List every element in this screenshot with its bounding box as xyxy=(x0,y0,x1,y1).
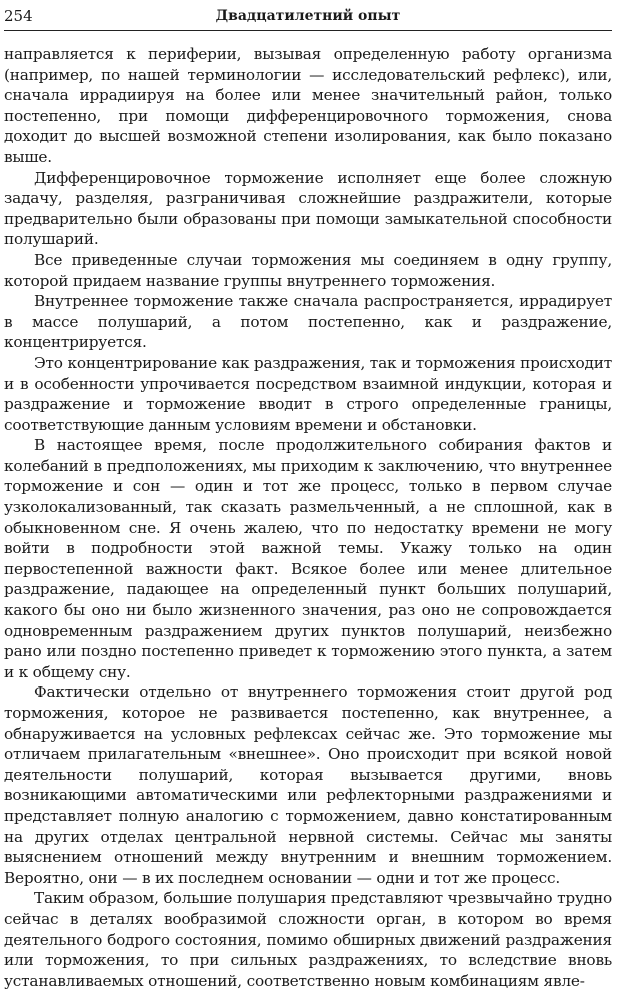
body-text xyxy=(4,44,612,991)
paragraph: Все приведенные случаи торможения мы соединяем в одну группу, которой придаем название группы внутреннего торможения. xyxy=(4,250,612,290)
paragraph: Дифференцировочное торможение исполняет еще более сложную задачу, разделяя, разграничивая сложнейшие раздражители, которые предварительно были образованы при помощи замыкательной способности полушарий. xyxy=(4,168,612,249)
paragraph: Внутреннее торможение также сначала распространяется, иррадирует в массе полушарий, а потом постепенно, как и раздражение, концентрируется. xyxy=(4,292,612,352)
paragraph: Таким образом, большие полушария представляют чрезвычайно трудно сейчас в деталях вообразимой сложности орган, в котором во время деятельного бодрого состояния, помимо обширных движений раздражения или торможения, то при сильных раздражениях, то вследствие вновь устанавливаемых отношений, соответственно новым комбинациям явле- xyxy=(4,889,612,990)
paragraph: Это концентрирование как раздражения, так и торможения происходит и в особенности упрочивается посредством взаимной индукции, которая и раздражение и торможение вводит в строго определенные границы, соответствующие данным условиям времени и обстановки. xyxy=(4,353,612,434)
running-title: Двадцатилетний опыт xyxy=(215,8,401,24)
header-rule xyxy=(4,30,612,31)
paragraph: направляется к периферии, вызывая определенную работу организма (например, по нашей терминологии — исследовательский рефлекс), или, сначала иррадиируя на более или менее значительный район, только постепенно, при помощи дифференцировочного торможения, снова доходит до высшей возможной степени изолирования, как было показано выше. xyxy=(4,45,612,166)
paragraph: В настоящее время, после продолжительного собирания фактов и колебаний в предположениях, мы приходим к заключению, что внутреннее торможение и сон — один и тот же процесс, только в первом случае узколокализованный, так сказать размельченный, а не сплошной, как в обыкновенном сне. Я очень жалею, что по недостатку времени не могу войти в подробности этой важной темы. Укажу только на один первостепенной важности факт. Всякое более или менее длительное раздражение, падающее на определенный пункт больших полушарий, какого бы оно ни было жизненного значения, раз оно не сопровождается одновременным раздражением других пунктов полушарий, неизбежно рано или поздно постепенно приведет к торможению этого пункта, а затем и к общему сну. xyxy=(4,436,612,681)
paragraph: Фактически отдельно от внутреннего торможения стоит другой род торможения, которое не развивается постепенно, как внутреннее, а обнаруживается на условных рефлексах сейчас же. Это торможение мы отличаем прилагательным «внешнее». Оно происходит при всякой новой деятельности полушарий, которая вызывается другими, вновь возникающими автоматическими или рефлекторными раздражениями и представляет полную аналогию с торможением, давно констатированным на других отделах центральной нервной системы. Сейчас мы заняты выяснением отношений между внутренним и внешним торможением. Вероятно, они — в их последнем основании — одни и тот же процесс. xyxy=(4,683,612,887)
page-number: 254 xyxy=(4,7,33,25)
page-header xyxy=(4,6,612,28)
